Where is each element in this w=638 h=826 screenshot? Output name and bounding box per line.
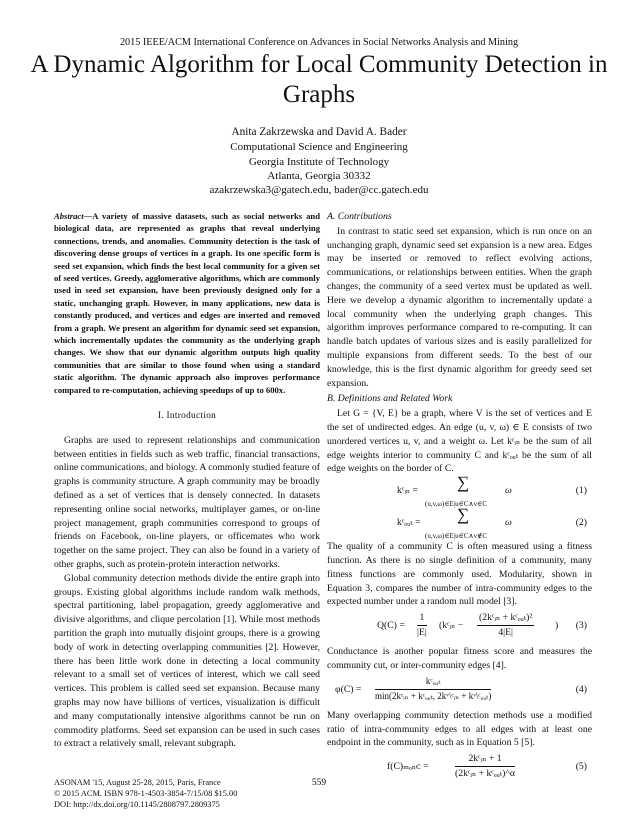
eq3-frac1-num: 1 bbox=[417, 611, 427, 626]
eq5-frac-den: (2kᶜᵢₙ + kᶜₒᵤₜ)^α bbox=[455, 767, 515, 779]
eq5-lhs: f(C)ₘₒₙᴄ = bbox=[387, 761, 429, 773]
eq3-frac1 bbox=[417, 611, 427, 640]
intro-paragraph-1: Graphs are used to represent relationships and communication between entities in fields such as web traffic, financial transactions, online communications, and biology. A commonly studied feature of graphs is community structure. A graph community may be broadly defined as a set of vertices that is densely connected. In datasets representing online social networks, multiplayer games, or on-line project management, graph communities correspond to groups of friends on Facebook, on-line players, or officemates who work together on the same project. They can also be found in a variety of other graphs, such as protein-protein interaction networks. bbox=[54, 434, 320, 571]
author-names: Anita Zakrzewska and David A. Bader bbox=[231, 126, 407, 138]
contributions-paragraph: In contrast to static seed set expansion, which is run once on an unchanging graph, dynamic seed set expansion is a new area. Edges may be inserted or removed to reflect evolving actions, communications, or relationships between entities. When the graph changes, the community of a seed vertex must be updated as well. Here we develop a dynamic algorithm to incrementally update a local community when the underlying graph changes. This algorithm improves performance compared to re-computing. It can handle batch updates of various sizes and is easily parallelized for multiple expansions from different seeds. To the best of our knowledge, this is the first dynamic algorithm for greedy seed set expansion. bbox=[327, 225, 592, 389]
eq4-frac-num: kᶜₒᵤₜ bbox=[375, 675, 491, 690]
footer-doi: DOI: http://dx.doi.org/10.1145/2808797.2809375 bbox=[54, 799, 220, 809]
footer-line-1: ASONAM '15, August 25-28, 2015, Paris, France bbox=[54, 778, 221, 787]
right-column bbox=[327, 210, 592, 786]
definitions-paragraph-3: Conductance is another popular fitness score and measures the community cut, or inter-community edges [4]. bbox=[327, 646, 592, 671]
section-heading-introduction: I. Introduction bbox=[157, 411, 217, 422]
eq1-sigma: ∑ bbox=[457, 473, 470, 493]
intro-paragraph-2: Global community detection methods divide the entire graph into groups. Existing global algorithms include random walk methods, spectral partitioning, label propagation, greedy agglomerative and divisive algorithms, and clique percolation [1]. While most methods partition the graph into mutually disjoint groups, there is a growing body of work in detecting overlapping communities [2]. However, there has been little work done in detecting a local community relevant to a small set of vertices of interest, which we call seed vertices. This problem is called seed set expansion. Because many graphs may now have billions of vertices, visualization is difficult and many computationally intensive algorithms cannot be run on commodity platforms. Seed set expansion can be used in such cases to extract a relatively small, relevant subgraph. bbox=[54, 572, 320, 750]
equation-2 bbox=[327, 505, 592, 541]
eq2-sigma: ∑ bbox=[457, 505, 470, 525]
eq5-frac bbox=[455, 752, 515, 781]
subsection-heading-definitions: B. Definitions and Related Work bbox=[327, 393, 453, 405]
author-location: Atlanta, Georgia 30332 bbox=[267, 169, 371, 182]
author-emails: azakrzewska3@gatech.edu, bader@cc.gatech.edu bbox=[209, 184, 429, 197]
eq2-number: (2) bbox=[575, 517, 587, 529]
abstract-label: Abstract bbox=[54, 211, 84, 221]
eq1-lhs: kᶜᵢₙ = bbox=[397, 485, 418, 497]
author-institution: Georgia Institute of Technology bbox=[248, 155, 390, 168]
paper-title: A Dynamic Algorithm for Local Community Detection in Graphs bbox=[30, 51, 608, 108]
eq5-frac-num: 2kᶜᵢₙ + 1 bbox=[455, 752, 515, 767]
eq5-number: (5) bbox=[575, 761, 587, 773]
conference-header: 2015 IEEE/ACM International Conference on Advances in Social Networks Analysis and Mining bbox=[119, 37, 519, 48]
eq3-mid: (kᶜᵢₙ − bbox=[439, 620, 464, 632]
eq3-lhs: Q(C) = bbox=[377, 620, 405, 632]
definitions-paragraph-4: Many overlapping community detection methods use a modified ratio of intra-community edges to all edges with at least one endpoint in the community, such as in Equation 5 [5]. bbox=[327, 709, 592, 749]
eq1-term: ω bbox=[505, 485, 512, 497]
eq4-frac bbox=[375, 675, 491, 704]
eq1-number: (1) bbox=[575, 485, 587, 497]
eq2-under: (u,v,ω)∈E|u∈C∧v∉C bbox=[425, 532, 487, 541]
abstract-text: —A variety of massive datasets, such as social networks and biological data, are represented as graphs that reveal underlying connections, trends, and anomalies. Community detection is the task of discovering dense groups of vertices in a graph. Its one specific form is seed set expansion, which finds the best local community for a given set of seed vertices. Greedy, agglomerative algorithms, which are commonly used in seed set expansion, have been previously designed only for a static, unchanging graph. However, in many applications, new data is constantly produced, and vertices and edges are inserted and removed from a graph. We present an algorithm for dynamic seed set expansion, which incrementally updates the community as the underlying graph changes. We show that our dynamic algorithm outputs high quality communities that are similar to those found when using a standard static algorithm. The dynamic approach also improves performance compared to re-computation, achieving speedups of up to 600x. bbox=[54, 211, 320, 395]
equation-4 bbox=[327, 673, 592, 709]
author-department: Computational Science and Engineering bbox=[230, 141, 408, 154]
eq3-frac2-num: (2kᶜᵢₙ + kᶜₒᵤₜ)² bbox=[477, 611, 534, 626]
definitions-paragraph-1: Let G = {V, E} be a graph, where V is the set of vertices and E the set of undirected edges. An edge (u, v, ω) ∈ E consists of two unordered vertices u, v, and a weight ω. Let kᶜᵢₙ be the sum of all edge weights interior to community C and kᶜₒᵤₜ be the sum of all edge weights on the border of C. bbox=[327, 408, 592, 475]
equation-1 bbox=[327, 473, 592, 509]
eq4-lhs: φ(C) = bbox=[335, 683, 362, 695]
eq1-under: (u,v,ω)∈E|u∈C∧v∈C bbox=[425, 500, 487, 509]
author-block bbox=[0, 125, 638, 197]
eq2-lhs: kᶜₒᵤₜ = bbox=[397, 517, 421, 529]
equation-3 bbox=[327, 609, 592, 645]
eq2-term: ω bbox=[505, 517, 512, 529]
eq3-close: ) bbox=[555, 620, 559, 632]
eq4-number: (4) bbox=[575, 683, 587, 695]
eq3-frac2 bbox=[477, 611, 534, 640]
eq3-frac1-den: |E| bbox=[417, 626, 427, 638]
abstract bbox=[54, 210, 320, 396]
footer-line-2: © 2015 ACM. ISBN 978-1-4503-3854-7/15/08 $15.00 bbox=[54, 788, 238, 798]
definitions-paragraph-2: The quality of a community C is often measured using a fitness function. As there is no single definition of a community, many fitness functions are commonly used. Modularity, shown in Equation 3, compares the number of intra-community edges to the expected number under a random null model [3]. bbox=[327, 541, 592, 608]
page-number: 559 bbox=[311, 778, 327, 788]
left-column bbox=[54, 210, 320, 751]
eq3-number: (3) bbox=[575, 620, 587, 632]
eq3-frac2-den: 4|E| bbox=[498, 626, 513, 638]
eq4-frac-den: min(2kᶜᵢₙ + kᶜₒᵤₜ, 2kᵛ\ᶜᵢₙ + kᵛ\ᶜₒᵤₜ) bbox=[375, 690, 492, 701]
subsection-heading-contributions: A. Contributions bbox=[327, 211, 392, 222]
